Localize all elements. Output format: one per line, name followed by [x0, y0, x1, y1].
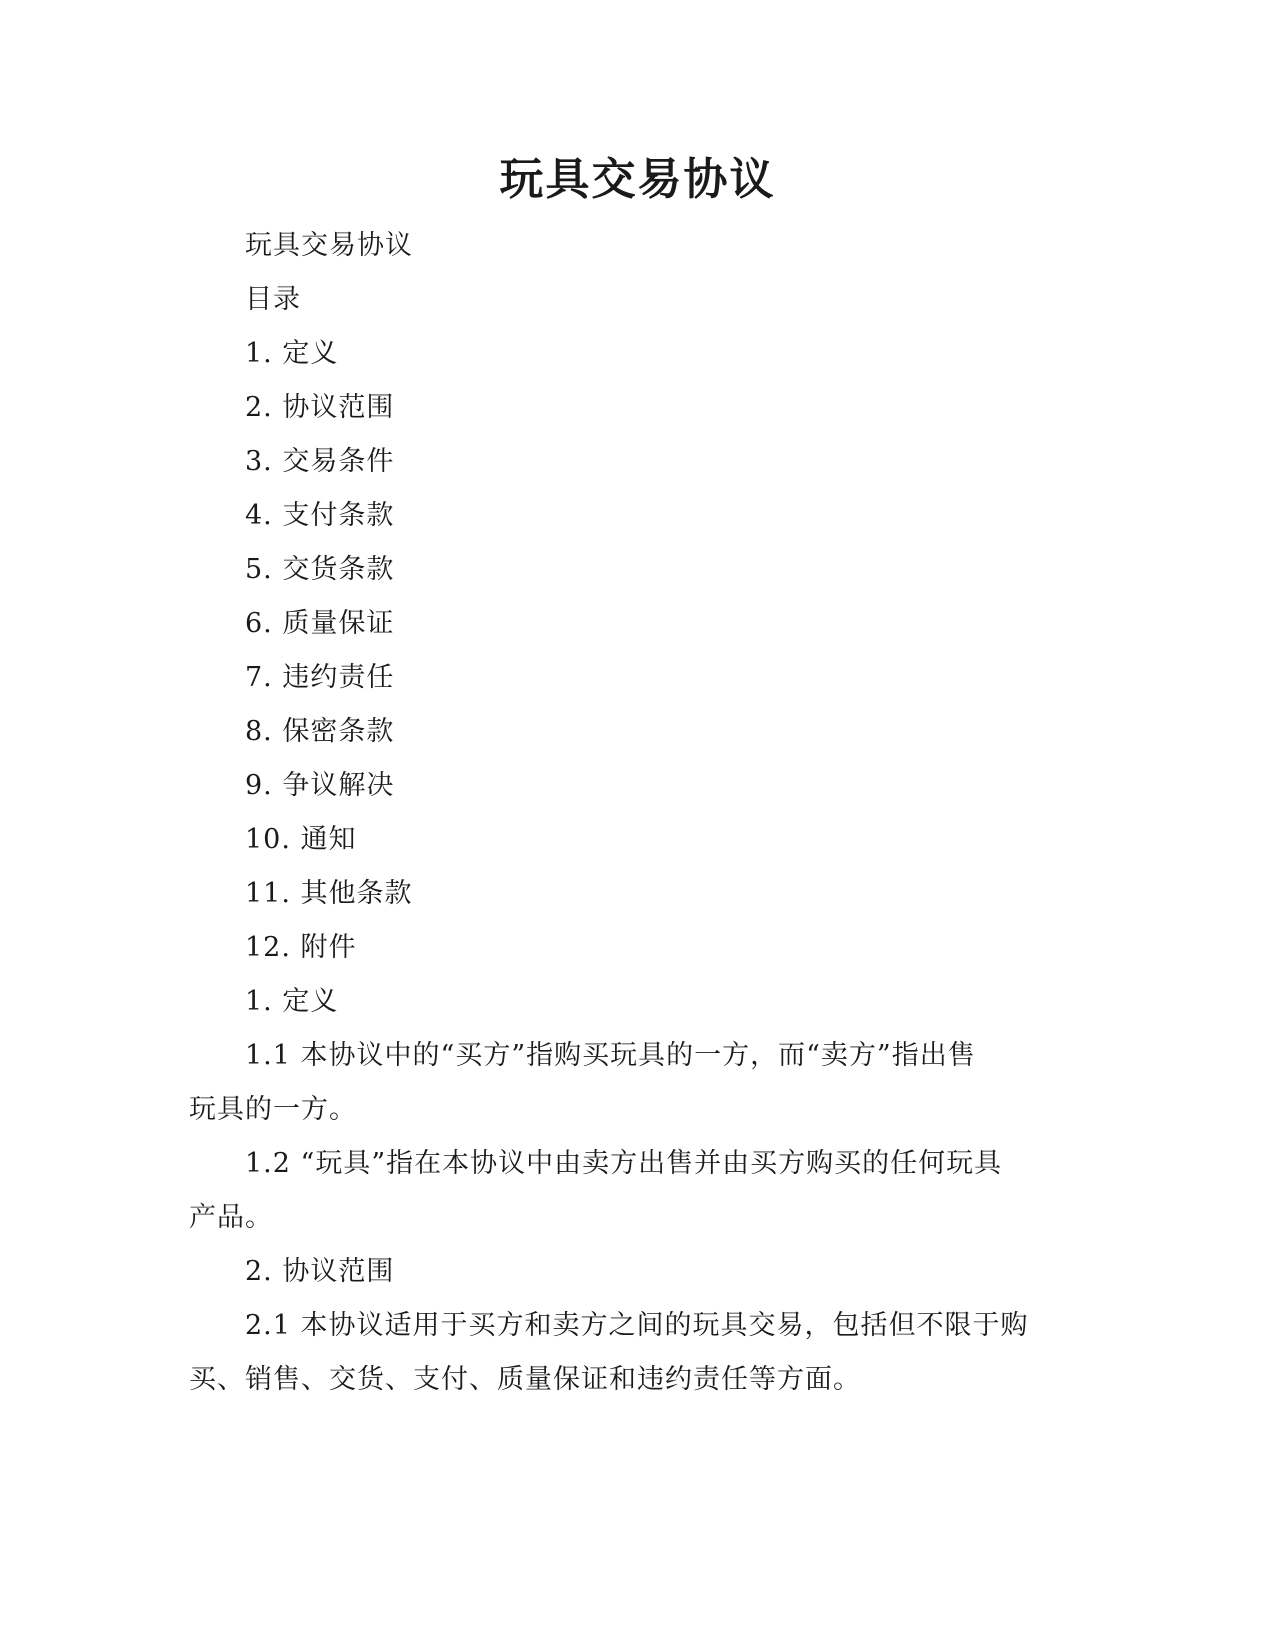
toc-item: 8. 保密条款 — [245, 716, 395, 747]
toc-item: 3. 交易条件 — [245, 446, 395, 477]
toc-item: 11. 其他条款 — [245, 878, 413, 909]
clause-1-2-cont: 产品。 — [189, 1202, 273, 1233]
toc-item: 9. 争议解决 — [245, 770, 395, 801]
toc-item: 12. 附件 — [245, 932, 357, 963]
section-heading-scope: 2. 协议范围 — [245, 1256, 395, 1287]
section-heading-definitions: 1. 定义 — [245, 986, 339, 1017]
document-title: 玩具交易协议 — [499, 154, 776, 205]
toc-item: 1. 定义 — [245, 338, 339, 369]
document-subtitle: 玩具交易协议 — [245, 230, 413, 261]
toc-item: 7. 违约责任 — [245, 662, 395, 693]
clause-1-2: 1.2 “玩具”指在本协议中由卖方出售并由买方购买的任何玩具 — [245, 1148, 1003, 1179]
clause-2-1-cont: 买、销售、交货、支付、质量保证和违约责任等方面。 — [189, 1364, 861, 1395]
toc-item: 4. 支付条款 — [245, 500, 395, 531]
clause-1-1-cont: 玩具的一方。 — [189, 1094, 357, 1125]
toc-item: 10. 通知 — [245, 824, 357, 855]
clause-2-1: 2.1 本协议适用于买方和卖方之间的玩具交易，包括但不限于购 — [245, 1310, 1029, 1341]
toc-item: 6. 质量保证 — [245, 608, 395, 639]
toc-item: 2. 协议范围 — [245, 392, 395, 423]
toc-item: 5. 交货条款 — [245, 554, 395, 585]
clause-1-1: 1.1 本协议中的“买方”指购买玩具的一方，而“卖方”指出售 — [245, 1040, 976, 1071]
toc-heading: 目录 — [245, 284, 301, 315]
